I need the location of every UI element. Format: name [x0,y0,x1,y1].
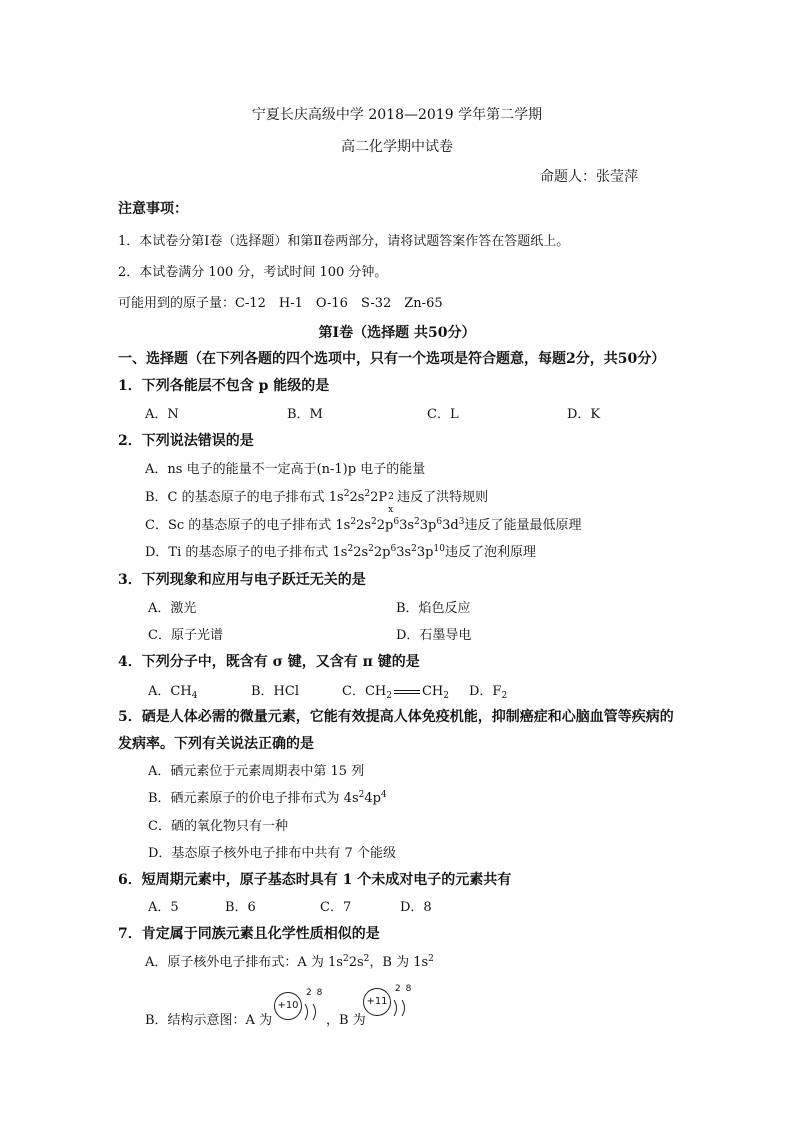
q2-option-b-prefix: B．C 的基态原子的电子排布式 1s [145,490,344,505]
exam-title: 高二化学期中试卷 [341,139,453,155]
q4-option-c: C．$CH_2$ $CH_2$ [342,684,449,701]
q2-option-d: D．Ti 的基态原子的电子排布式 $1s^22s^22p^63s^23p^{10}$违反了泡利原理 [145,544,536,560]
q1-stem: 1．下列各能层不包含 p 能级的是 [118,378,330,394]
q2-option-c: C．Sc 的基态原子的电子排布式 $1s^22s^22p^63s^23p^63d^3$违反了能量最低原理 [145,517,582,533]
q3-option-b: B．焰色反应 [396,601,471,616]
author-line: 命题人：张莹萍 [540,169,638,185]
q3-stem: 3．下列现象和应用与电子跃迁无关的是 [118,572,366,588]
atomic-masses: 可能用到的原子量：C-12 H-1 O-16 S-32 Zn-65 [118,296,443,311]
shell-arcs-a [302,990,324,1024]
q6-stem: 6．短周期元素中，原子基态时具有 1 个未成对电子的元素共有 [118,872,512,888]
q2-option-d-prefix: D．Ti 的基态原子的电子排布式 1s [145,545,348,560]
q3-option-a: A．激光 [148,601,197,616]
q2-option-b: B．C 的基态原子的电子排布式 $1s^22s^22P$ 2 x 违反了洪特规则 [145,489,489,515]
shells-b: 2 8 [395,984,413,994]
q4-option-b: B．HCl [251,684,299,699]
q2-option-b-suffix: 违反了洪特规则 [397,490,489,505]
q5-option-b: B．硒元素原子的价电子排布式为 $4s^24p^4$ [148,790,387,806]
q4-option-d: D．$F_2$ [469,684,508,701]
notice-item-1: 1．本试卷分第Ⅰ卷（选择题）和第Ⅱ卷两部分，请将试题答案作答在答题纸上。 [118,234,570,249]
nucleus-b: +11 [363,988,391,1016]
q6-option-a: A．5 [148,900,179,915]
part1-title: 第Ⅰ卷（选择题 共50分） [318,325,476,341]
q2-stem: 2．下列说法错误的是 [118,433,254,449]
q3-option-d: D．石墨导电 [396,628,472,643]
q2-option-a: A．ns 电子的能量不一定高于(n-1)p 电子的能量 [145,462,426,477]
q7-option-b-mid: ，B 为 [326,1013,366,1028]
section-heading: 一、选择题（在下列各题的四个选项中，只有一个选项是符合题意，每题2分，共50分） [118,351,666,367]
q5-option-d: D．基态原子核外电子排布中共有 7 个能级 [148,846,396,861]
q5-option-c: C．硒的氧化物只有一种 [148,819,288,834]
q2-option-c-prefix: C．Sc 的基态原子的电子排布式 1s [145,518,351,533]
q6-option-c: C．7 [320,900,352,915]
q7-option-b-prefix: B．结构示意图：A 为 [145,1013,273,1028]
q4-stem: 4．下列分子中，既含有 σ 键，又含有 π 键的是 [118,654,420,670]
q6-option-d: D．8 [400,900,432,915]
nucleus-a: +10 [274,992,302,1020]
q1-option-b: B．M [287,407,323,422]
q6-option-b: B．6 [225,900,256,915]
shell-arcs-b [391,986,413,1020]
q5-stem-line1: 5．硒是人体必需的微量元素，它能有效提高人体免疫机能，抑制癌症和心脑血管等疾病的 [118,709,674,725]
q1-option-a: A．N [145,407,179,422]
q7-option-a: A．原子核外电子排布式：A 为 $1s^22s^2$，B 为 $1s^2$ [145,954,434,970]
q2-option-c-suffix: 违反了能量最低原理 [464,518,582,533]
notice-item-2: 2．本试卷满分 100 分，考试时间 100 分钟。 [118,265,388,280]
q2-option-d-suffix: 违反了泡利原理 [444,545,536,560]
q5-option-a: A．硒元素位于元素周期表中第 15 列 [148,764,365,779]
notice-heading: 注意事项： [118,201,188,217]
q3-option-c: C．原子光谱 [148,628,223,643]
school-line: 宁夏长庆高级中学 2018—2019 学年第二学期 [251,107,543,123]
shells-a: 2 8 [306,988,324,998]
atom-diagram-b [363,986,413,1020]
q1-option-d: D．K [567,407,601,422]
atom-diagram-a [274,990,324,1024]
q5-stem-line2: 发病率。下列有关说法正确的是 [118,736,314,752]
q7-stem: 7．肯定属于同族元素且化学性质相似的是 [118,926,380,942]
q4-option-a: A．$CH_4$ [148,684,198,701]
q1-option-c: C．L [427,407,459,422]
